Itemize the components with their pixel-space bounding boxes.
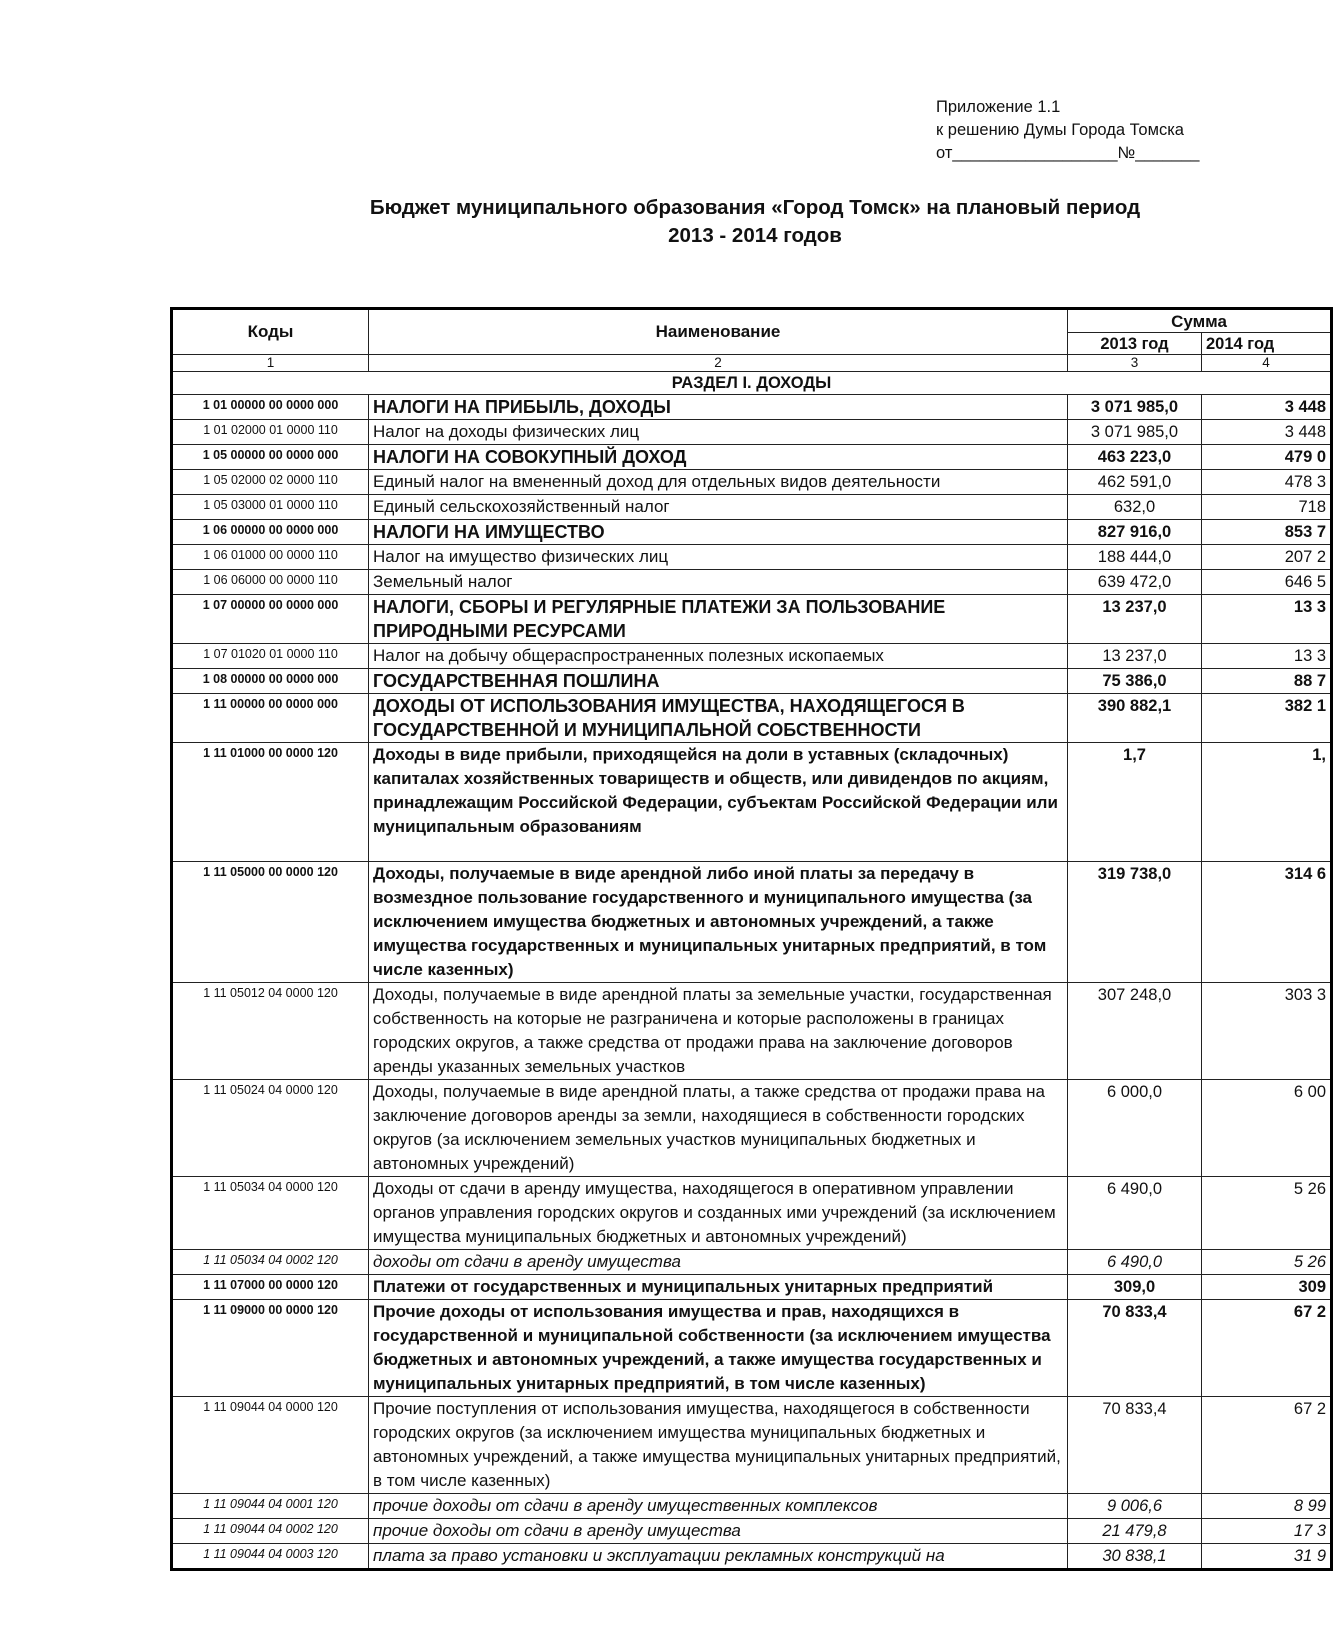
row-value-2013: 21 479,8 xyxy=(1068,1519,1202,1544)
row-value-2014: 17 3 xyxy=(1202,1519,1332,1544)
header-year-2014: 2014 год xyxy=(1202,333,1332,355)
row-value-2013: 462 591,0 xyxy=(1068,470,1202,495)
table-row xyxy=(172,495,1332,520)
row-value-2013: 1,7 xyxy=(1068,743,1202,862)
row-value-2013: 319 738,0 xyxy=(1068,862,1202,983)
table-row xyxy=(172,862,1332,983)
row-name: Единый налог на вмененный доход для отдельных видов деятельности xyxy=(369,470,1068,495)
budget-table xyxy=(170,307,1333,1571)
row-code: 1 11 09000 00 0000 120 xyxy=(172,1300,369,1397)
row-name: Прочие доходы от использования имущества и прав, находящихся в государственной и муниципальной собственности (за исключением имущества бюджетных и автономных учреждений, а также имущества государственных и муниципальных унитарных предприятий, в том числе казенных) xyxy=(369,1300,1068,1397)
table-row xyxy=(172,545,1332,570)
header-year-2013: 2013 год xyxy=(1068,333,1202,355)
row-code: 1 11 05034 04 0002 120 xyxy=(172,1250,369,1275)
row-code: 1 11 05000 00 0000 120 xyxy=(172,862,369,983)
row-value-2013: 639 472,0 xyxy=(1068,570,1202,595)
row-value-2013: 70 833,4 xyxy=(1068,1397,1202,1494)
row-value-2013: 307 248,0 xyxy=(1068,983,1202,1080)
table-row xyxy=(172,1275,1332,1300)
row-code: 1 11 09044 04 0002 120 xyxy=(172,1519,369,1544)
column-number: 2 xyxy=(369,355,1068,372)
table-row xyxy=(172,395,1332,420)
column-number: 1 xyxy=(172,355,369,372)
row-name: Прочие поступления от использования имущества, находящегося в собственности городских округов (за исключением имущества муниципальных бюджетных и автономных учреждений, а также имущества муниципальных унитарных предприятий, в том числе казенных) xyxy=(369,1397,1068,1494)
row-name: НАЛОГИ НА СОВОКУПНЫЙ ДОХОД xyxy=(369,445,1068,470)
table-row xyxy=(172,694,1332,743)
row-value-2013: 309,0 xyxy=(1068,1275,1202,1300)
table-row xyxy=(172,595,1332,644)
row-code: 1 06 06000 00 0000 110 xyxy=(172,570,369,595)
row-value-2014: 382 1 xyxy=(1202,694,1332,743)
row-value-2014: 3 448 xyxy=(1202,395,1332,420)
row-value-2013: 632,0 xyxy=(1068,495,1202,520)
row-code: 1 11 01000 00 0000 120 xyxy=(172,743,369,862)
row-name: Налог на добычу общераспространенных полезных ископаемых xyxy=(369,644,1068,669)
table-row xyxy=(172,470,1332,495)
row-code: 1 11 09044 04 0000 120 xyxy=(172,1397,369,1494)
row-value-2014: 309 xyxy=(1202,1275,1332,1300)
row-name: НАЛОГИ НА ИМУЩЕСТВО xyxy=(369,520,1068,545)
row-name: прочие доходы от сдачи в аренду имущества xyxy=(369,1519,1068,1544)
table-row xyxy=(172,743,1332,862)
row-code: 1 01 02000 01 0000 110 xyxy=(172,420,369,445)
row-value-2014: 1, xyxy=(1202,743,1332,862)
row-name: Доходы, получаемые в виде арендной платы за земельные участки, государственная собственность на которые не разграничена и которые расположены в границах городских округов, а также средства от продажи права на заключение договоров аренды указанных земельных участков xyxy=(369,983,1068,1080)
row-name: Налог на имущество физических лиц xyxy=(369,545,1068,570)
column-number: 4 xyxy=(1202,355,1332,372)
column-number: 3 xyxy=(1068,355,1202,372)
row-name: Доходы от сдачи в аренду имущества, находящегося в оперативном управлении органов управления городских округов и созданных ими учреждений (за исключением имущества муниципальных бюджетных и автономных учреждений) xyxy=(369,1177,1068,1250)
row-code: 1 11 00000 00 0000 000 xyxy=(172,694,369,743)
table-row xyxy=(172,1397,1332,1494)
header-codes: Коды xyxy=(172,309,369,355)
table-row xyxy=(172,983,1332,1080)
row-value-2014: 6 00 xyxy=(1202,1080,1332,1177)
row-name: Доходы, получаемые в виде арендной либо иной платы за передачу в возмездное пользование государственного и муниципального имущества (за исключением имущества бюджетных и автономных учреждений, а также имущества государственных и муниципальных унитарных предприятий, в том числе казенных) xyxy=(369,862,1068,983)
row-value-2014: 31 9 xyxy=(1202,1544,1332,1570)
row-value-2013: 13 237,0 xyxy=(1068,644,1202,669)
row-value-2014: 478 3 xyxy=(1202,470,1332,495)
row-value-2014: 13 3 xyxy=(1202,595,1332,644)
table-row xyxy=(172,1494,1332,1519)
title-line-2: 2013 - 2014 годов xyxy=(668,224,842,247)
row-name: Платежи от государственных и муниципальных унитарных предприятий xyxy=(369,1275,1068,1300)
row-value-2014: 88 7 xyxy=(1202,669,1332,694)
row-value-2014: 3 448 xyxy=(1202,420,1332,445)
appendix-note xyxy=(936,96,1199,165)
row-value-2014: 303 3 xyxy=(1202,983,1332,1080)
row-value-2013: 188 444,0 xyxy=(1068,545,1202,570)
row-code: 1 11 09044 04 0001 120 xyxy=(172,1494,369,1519)
row-value-2013: 9 006,6 xyxy=(1068,1494,1202,1519)
row-value-2014: 5 26 xyxy=(1202,1250,1332,1275)
row-value-2013: 3 071 985,0 xyxy=(1068,395,1202,420)
row-code: 1 05 03000 01 0000 110 xyxy=(172,495,369,520)
row-value-2013: 30 838,1 xyxy=(1068,1544,1202,1570)
row-code: 1 07 01020 01 0000 110 xyxy=(172,644,369,669)
table-row xyxy=(172,1300,1332,1397)
row-name: Доходы в виде прибыли, приходящейся на доли в уставных (складочных) капиталах хозяйственных товариществ и обществ, или дивидендов по акциям, принадлежащим Российской Федерации, субъектам Российской Федерации или муниципальным образованиям xyxy=(369,743,1068,862)
row-name: НАЛОГИ, СБОРЫ И РЕГУЛЯРНЫЕ ПЛАТЕЖИ ЗА ПОЛЬЗОВАНИЕ ПРИРОДНЫМИ РЕСУРСАМИ xyxy=(369,595,1068,644)
row-value-2014: 13 3 xyxy=(1202,644,1332,669)
budget-sheet xyxy=(170,307,1327,1650)
row-value-2013: 13 237,0 xyxy=(1068,595,1202,644)
row-name: Налог на доходы физических лиц xyxy=(369,420,1068,445)
table-row xyxy=(172,445,1332,470)
column-number-row xyxy=(172,355,1332,372)
table-row xyxy=(172,1177,1332,1250)
row-value-2014: 67 2 xyxy=(1202,1397,1332,1494)
section-row xyxy=(172,372,1332,395)
table-row xyxy=(172,1250,1332,1275)
row-code: 1 11 05012 04 0000 120 xyxy=(172,983,369,1080)
row-value-2014: 67 2 xyxy=(1202,1300,1332,1397)
row-code: 1 11 05034 04 0000 120 xyxy=(172,1177,369,1250)
row-code: 1 08 00000 00 0000 000 xyxy=(172,669,369,694)
row-value-2013: 6 000,0 xyxy=(1068,1080,1202,1177)
row-value-2013: 827 916,0 xyxy=(1068,520,1202,545)
row-code: 1 05 00000 00 0000 000 xyxy=(172,445,369,470)
row-name: ГОСУДАРСТВЕННАЯ ПОШЛИНА xyxy=(369,669,1068,694)
row-name: доходы от сдачи в аренду имущества xyxy=(369,1250,1068,1275)
row-code: 1 07 00000 00 0000 000 xyxy=(172,595,369,644)
row-value-2014: 718 xyxy=(1202,495,1332,520)
row-value-2013: 75 386,0 xyxy=(1068,669,1202,694)
row-code: 1 11 05024 04 0000 120 xyxy=(172,1080,369,1177)
row-code: 1 01 00000 00 0000 000 xyxy=(172,395,369,420)
row-value-2014: 207 2 xyxy=(1202,545,1332,570)
appendix-line-1: Приложение 1.1 xyxy=(936,98,1061,116)
title-line-1: Бюджет муниципального образования «Город Томск» на плановый период xyxy=(369,196,1141,219)
row-name: Доходы, получаемые в виде арендной платы, а также средства от продажи права на заключение договоров аренды за земли, находящиеся в собственности городских округов (за исключением земельных участков муниципальных бюджетных и автономных учреждений) xyxy=(369,1080,1068,1177)
table-row xyxy=(172,1519,1332,1544)
row-value-2013: 6 490,0 xyxy=(1068,1250,1202,1275)
row-name: НАЛОГИ НА ПРИБЫЛЬ, ДОХОДЫ xyxy=(369,395,1068,420)
row-value-2014: 8 99 xyxy=(1202,1494,1332,1519)
table-row xyxy=(172,570,1332,595)
row-name: прочие доходы от сдачи в аренду имущественных комплексов xyxy=(369,1494,1068,1519)
table-row xyxy=(172,520,1332,545)
row-value-2013: 70 833,4 xyxy=(1068,1300,1202,1397)
row-value-2014: 853 7 xyxy=(1202,520,1332,545)
row-value-2014: 5 26 xyxy=(1202,1177,1332,1250)
table-row xyxy=(172,644,1332,669)
row-code: 1 11 07000 00 0000 120 xyxy=(172,1275,369,1300)
row-name: Единый сельскохозяйственный налог xyxy=(369,495,1068,520)
table-row xyxy=(172,1544,1332,1570)
table-row xyxy=(172,420,1332,445)
table-row xyxy=(172,1080,1332,1177)
header-sum: Сумма xyxy=(1068,309,1332,333)
row-code: 1 05 02000 02 0000 110 xyxy=(172,470,369,495)
row-value-2013: 390 882,1 xyxy=(1068,694,1202,743)
row-value-2014: 479 0 xyxy=(1202,445,1332,470)
row-code: 1 06 00000 00 0000 000 xyxy=(172,520,369,545)
table-row xyxy=(172,669,1332,694)
appendix-line-2: к решению Думы Города Томска xyxy=(936,121,1184,139)
row-code: 1 06 01000 00 0000 110 xyxy=(172,545,369,570)
row-value-2013: 6 490,0 xyxy=(1068,1177,1202,1250)
appendix-line-3: от__________________№_______ xyxy=(936,144,1200,162)
document-title xyxy=(300,194,1210,250)
row-name: Земельный налог xyxy=(369,570,1068,595)
header-name: Наименование xyxy=(369,309,1068,355)
row-value-2014: 646 5 xyxy=(1202,570,1332,595)
row-name: плата за право установки и эксплуатации рекламных конструкций на xyxy=(369,1544,1068,1570)
row-code: 1 11 09044 04 0003 120 xyxy=(172,1544,369,1570)
section-title: РАЗДЕЛ I. ДОХОДЫ xyxy=(172,372,1332,395)
row-value-2014: 314 6 xyxy=(1202,862,1332,983)
row-name: ДОХОДЫ ОТ ИСПОЛЬЗОВАНИЯ ИМУЩЕСТВА, НАХОДЯЩЕГОСЯ В ГОСУДАРСТВЕННОЙ И МУНИЦИПАЛЬНОЙ СОБСТВЕННОСТИ xyxy=(369,694,1068,743)
table-body xyxy=(172,355,1332,1570)
row-value-2013: 463 223,0 xyxy=(1068,445,1202,470)
row-value-2013: 3 071 985,0 xyxy=(1068,420,1202,445)
